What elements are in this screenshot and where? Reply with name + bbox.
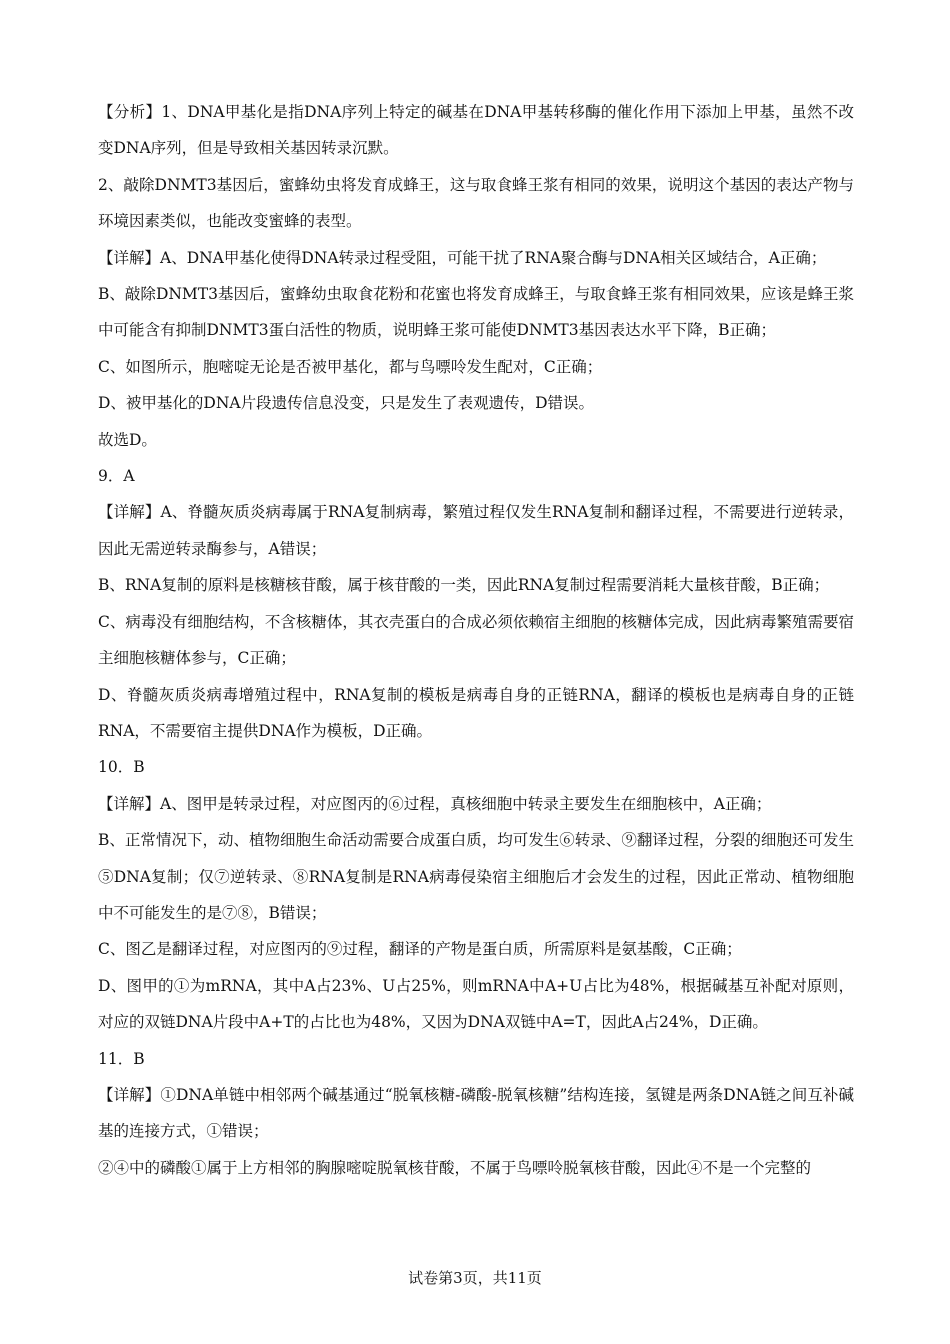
paragraph: D、被甲基化的DNA片段遗传信息没变，只是发生了表观遗传，D错误。 (98, 394, 595, 413)
paragraph: C、图乙是翻译过程，对应图丙的⑨过程，翻译的产物是蛋白质，所需原料是氨基酸，C正确； (98, 940, 742, 959)
paragraph: ②④中的磷酸①属于上方相邻的胸腺嘧啶脱氧核苷酸，不属于鸟嘌呤脱氧核苷酸，因此④不是一个完整的 (98, 1158, 812, 1177)
question-answer: 10．B (98, 758, 145, 777)
page-footer: 试卷第3页，共11页 (408, 1269, 542, 1287)
paragraph: C、如图所示，胞嘧啶无论是否被甲基化，都与鸟嘌呤发生配对，C正确； (98, 357, 603, 376)
paragraph: 故选D。 (98, 430, 157, 449)
question-answer: 11．B (98, 1049, 145, 1068)
paragraph: D、图甲的①为mRNA，其中A占23%、U占25%，则mRNA中A+U占比为48%，根据碱基互补配对原则，对应的双链DNA片段中A+T的占比也为48%，又因为DNA双链中A=T，因此A占24%，D正确。 (98, 976, 854, 1032)
paragraph: D、脊髓灰质炎病毒增殖过程中，RNA复制的模板是病毒自身的正链RNA，翻译的模板也是病毒自身的正链RNA，不需要宿主提供DNA作为模板，D正确。 (98, 685, 854, 740)
paragraph: 【分析】1、DNA甲基化是指DNA序列上特定的碱基在DNA甲基转移酶的催化作用下添加上甲基，虽然不改变DNA序列，但是导致相关基因转录沉默。 (98, 103, 854, 158)
paragraph: B、敲除DNMT3基因后，蜜蜂幼虫取食花粉和花蜜也将发育成蜂王，与取食蜂王浆有相同效果，应该是蜂王浆中可能含有抑制DNMT3蛋白活性的物质，说明蜂王浆可能使DNMT3基因表达水平下降，B正确； (98, 285, 854, 340)
paragraph: 2、敲除DNMT3基因后，蜜蜂幼虫将发育成蜂王，这与取食蜂王浆有相同的效果，说明这个基因的表达产物与环境因素类似，也能改变蜜蜂的表型。 (98, 175, 854, 231)
paragraph: 【详解】A、脊髓灰质炎病毒属于RNA复制病毒，繁殖过程仅发生RNA复制和翻译过程，不需要进行逆转录，因此无需逆转录酶参与，A错误； (98, 503, 854, 558)
paragraph: C、病毒没有细胞结构，不含核糖体，其衣壳蛋白的合成必须依赖宿主细胞的核糖体完成，因此病毒繁殖需要宿主细胞核糖体参与，C正确； (98, 612, 854, 668)
document-body (98, 94, 854, 1186)
paragraph: 【详解】A、图甲是转录过程，对应图丙的⑥过程，真核细胞中转录主要发生在细胞核中，A正确； (98, 794, 772, 813)
paragraph: B、正常情况下，动、植物细胞生命活动需要合成蛋白质，均可发生⑥转录、⑨翻译过程，分裂的细胞还可发生⑤DNA复制；仅⑦逆转录、⑧RNA复制是RNA病毒侵染宿主细胞后才会发生的过程，因此正常动、植物细胞中不可能发生的是⑦⑧，B错误； (98, 831, 854, 922)
paragraph: 【详解】A、DNA甲基化使得DNA转录过程受阻，可能干扰了RNA聚合酶与DNA相关区域结合，A正确； (98, 248, 827, 267)
paragraph: 【详解】①DNA单链中相邻两个碱基通过“脱氧核糖-磷酸-脱氧核糖”结构连接，氢键是两条DNA链之间互补碱基的连接方式，①错误； (98, 1085, 854, 1141)
paragraph: B、RNA复制的原料是核糖核苷酸，属于核苷酸的一类，因此RNA复制过程需要消耗大量核苷酸，B正确； (98, 576, 830, 595)
question-answer: 9．A (98, 467, 135, 486)
